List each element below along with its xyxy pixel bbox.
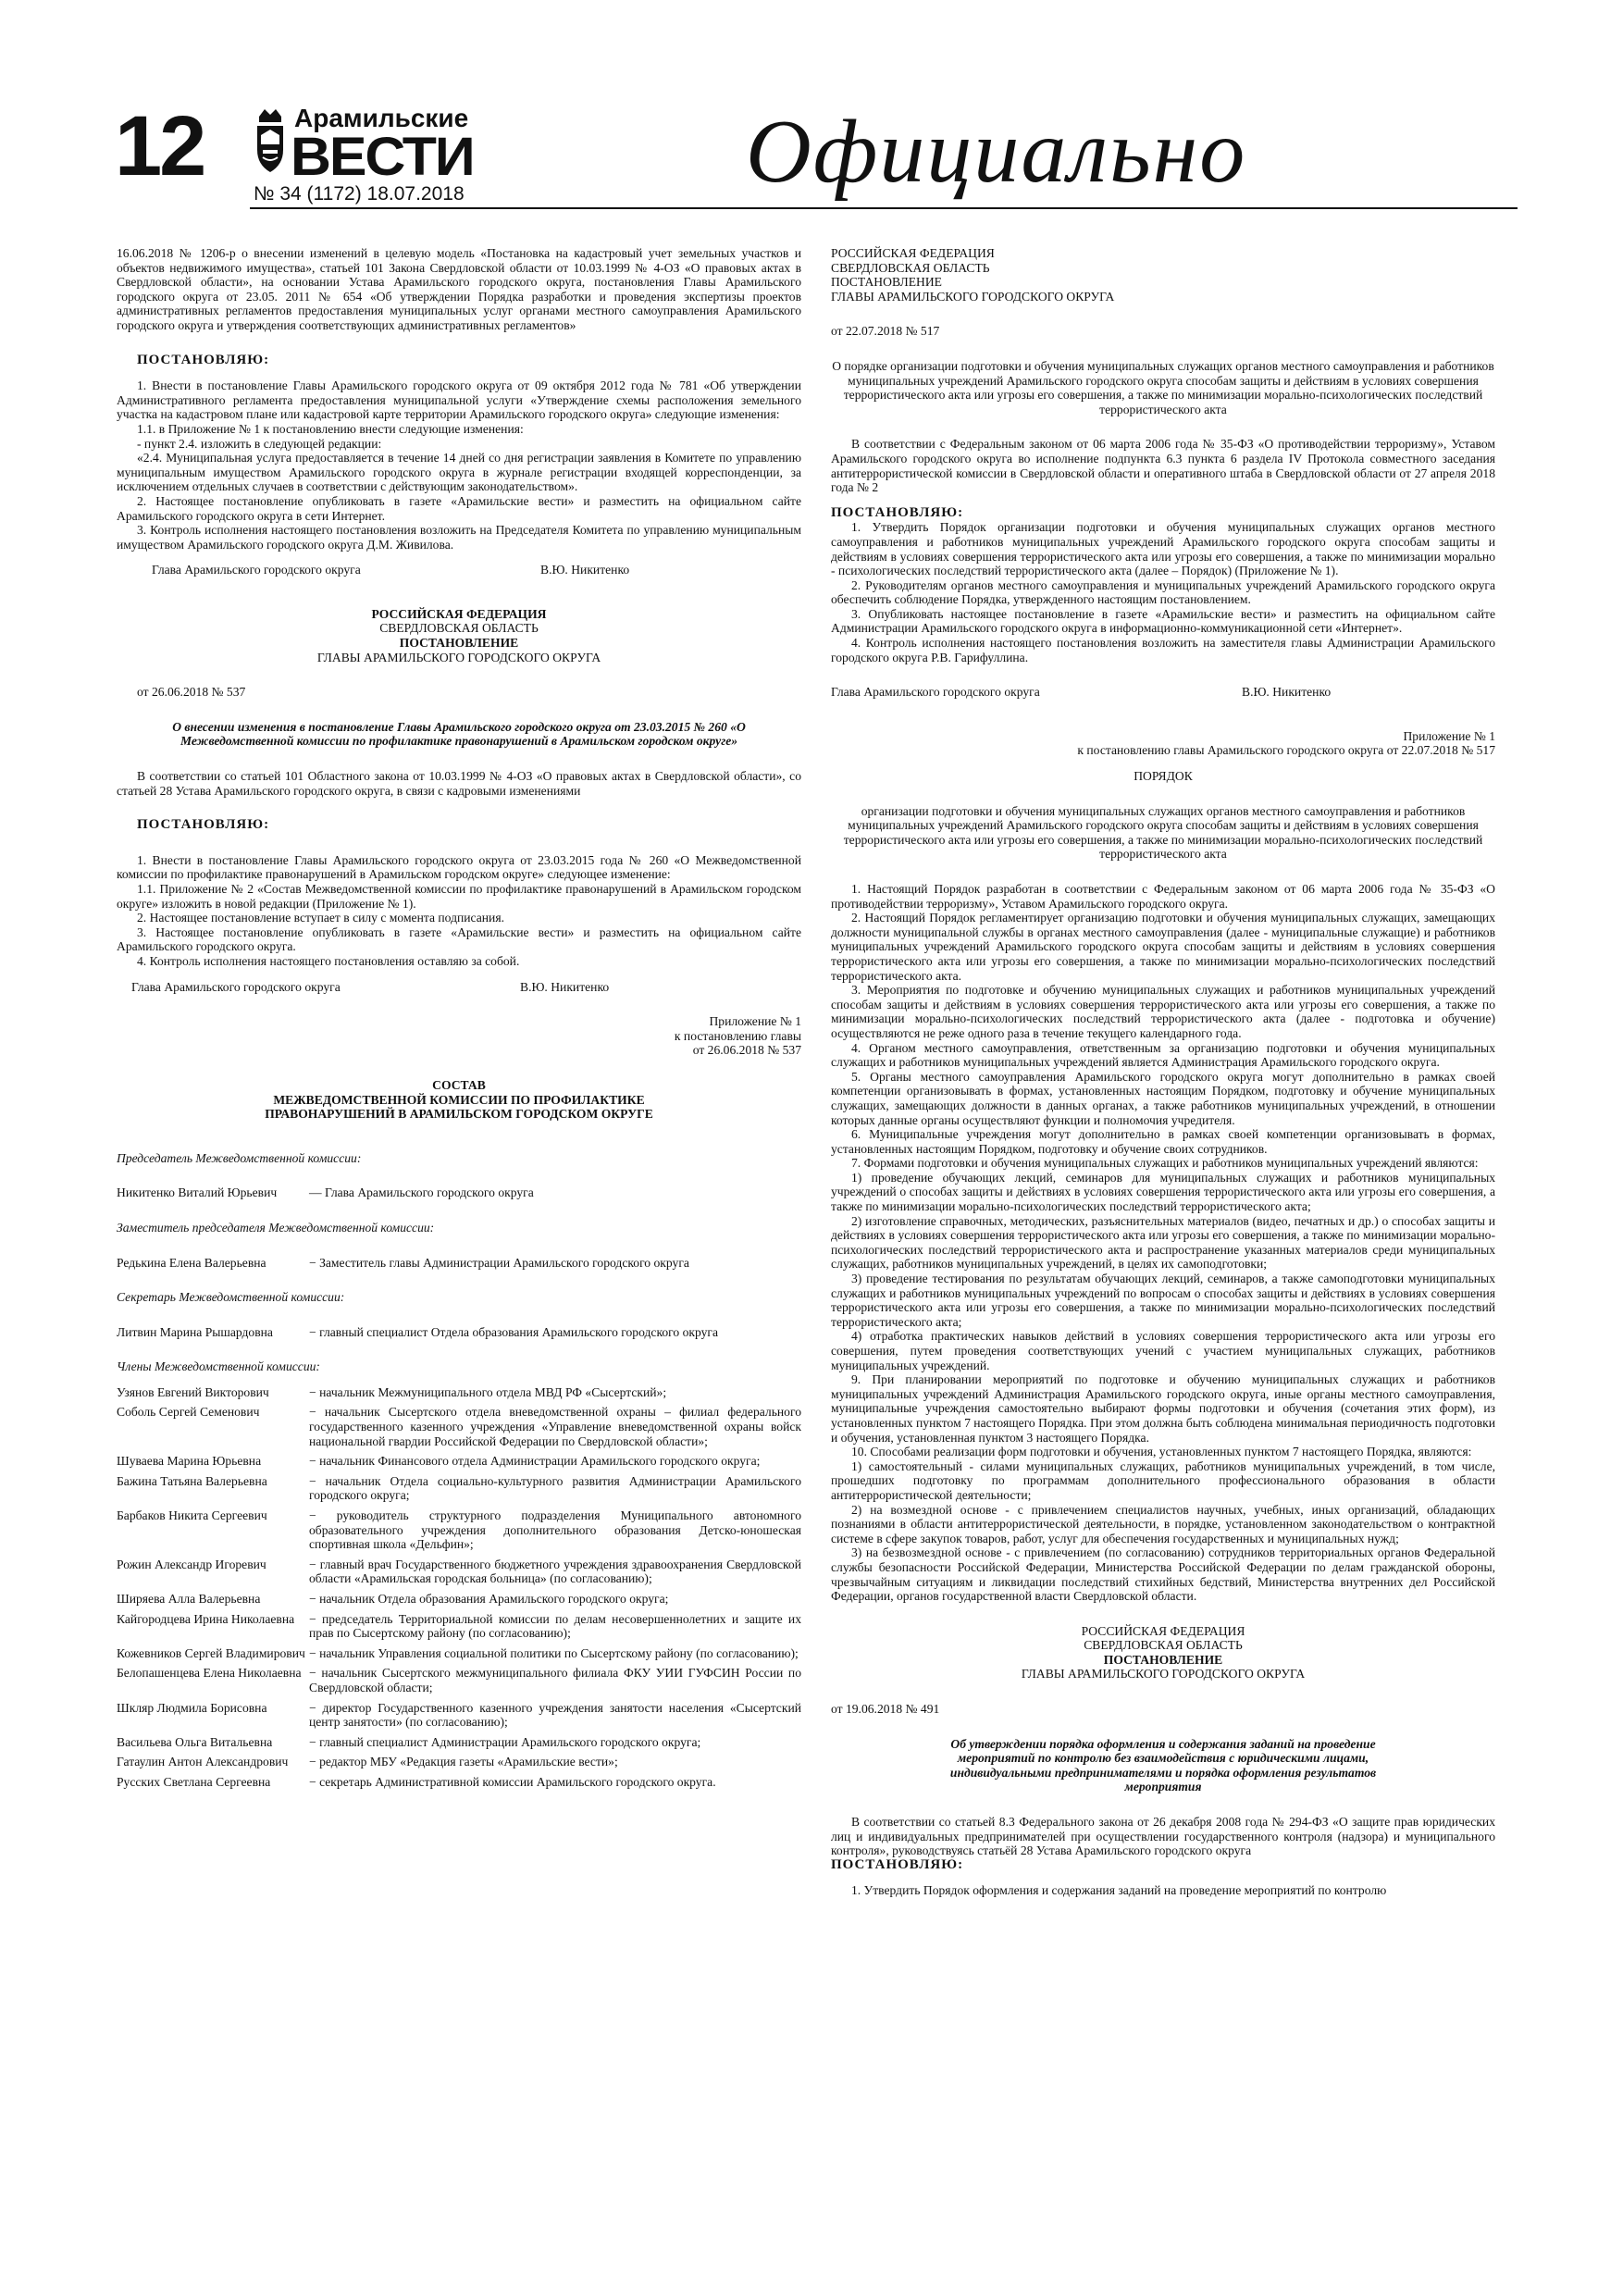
order-item: 3) на безвозмездной основе - с привлечением (по согласованию) сотрудников территориальных органов Федеральной службы безопасности Российской Федерации, Министерства Российской Федерации по делам гражданской обороны, чрезвычайным ситуациям и ликвидации последствий стихийных бедствий, Министерства внутренних дел Российской Федерации, органов государственной власти Свердловской области. <box>831 1545 1495 1604</box>
member-role: − начальник Сысертского межмуниципального филиала ФКУ УИИ ГУФСИН России по Свердловской области; <box>309 1666 801 1694</box>
member-role: − главный специалист Администрации Арамильского городского округа; <box>309 1734 701 1749</box>
member-role: − редактор МБУ «Редакция газеты «Арамильские вести»; <box>309 1755 618 1769</box>
member-name: Редькина Елена Валерьевна <box>117 1255 266 1270</box>
doc-title: Об утверждении порядка оформления и содержания заданий на проведение мероприятий по контролю без взаимодействия с юридическими лицами, индивидуальными предпринимателями и порядка оформления результатов мероприятия <box>949 1736 1377 1794</box>
composition-title: ПРАВОНАРУШЕНИЙ В АРАМИЛЬСКОМ ГОРОДСКОМ ОКРУГЕ <box>265 1107 653 1122</box>
order-item: 4. Органом местного самоуправления, ответственным за организацию подготовки и обучения муниципальных служащих и работников муниципальных учреждений является Администрация Арамильского городского округа. <box>831 1040 1495 1070</box>
doc-title: О внесении изменения в постановление Главы Арамильского городского округа от 23.03.2015 № 260 «О Межведомственной комиссии по профилактике правонарушений в Арамильском городском округе» <box>172 719 746 749</box>
order-item: 2. Настоящий Порядок регламентирует организацию подготовки и обучения муниципальных служащих, замещающих должности муниципальной службы в органах местного самоуправления (далее - муниципальные служащие) и работников муниципальных учреждений Арамильского городского округа способам защиты и действиям в условиях совершения террористического акта или угрозы его совершения, а также по минимизации морально-психологических последствий террористического акта. <box>831 911 1495 983</box>
member-role: − начальник Финансового отдела Администрации Арамильского городского округа; <box>309 1454 761 1469</box>
postanovlyayu-heading: ПОСТАНОВЛЯЮ: <box>137 352 270 367</box>
order-item: 2) на возмездной основе - с привлечением специалистов научных, учебных, иных организаций, обладающих познаниями в области антитеррористической деятельности, в порядке, установленном законодательством о контрактной системе в сфере закупок товаров, работ, услуг для обеспечения государственных и муниципальных нужд; <box>831 1502 1495 1545</box>
member-name: Белопашенцева Елена Николаевна <box>117 1666 302 1681</box>
order-item: 4) отработка практических навыков действий в условиях совершения террористического акта или угрозы его совершения, путем проведения соответствующих учений с участием муниципальных служащих, работников муниципальных учреждений. <box>831 1329 1495 1372</box>
appendix-line: Приложение № 1 <box>1403 728 1495 743</box>
member-name: Русских Светлана Сергеевна <box>117 1774 271 1789</box>
member-role: − начальник Межмуниципального отдела МВД РФ «Сысертский»; <box>309 1384 667 1399</box>
doc-header-line: РОССИЙСКАЯ ФЕДЕРАЦИЯ <box>1081 1623 1245 1638</box>
doc-basis: В соответствии со статьей 8.3 Федерального закона от 26 декабря 2008 года № 294-ФЗ «О защите прав юридических лиц и индивидуальных предпринимателей при осуществлении государственного контроля (надзора) и муниципального контроля», руководствуясь статьёй 28 Устава Арамильского городского округа <box>831 1815 1495 1858</box>
logo-text-small: Арамильские <box>294 104 469 132</box>
order-item: 1) самостоятельный - силами муниципальных служащих, работников муниципальных учреждений, в том числе, прошедших подготовку по программам дополнительного профессионального образования в области антитеррористической деятельности; <box>831 1458 1495 1502</box>
paragraph: - пункт 2.4. изложить в следующей редакции: <box>137 436 382 451</box>
appendix-line: Приложение № 1 <box>709 1014 801 1029</box>
member-name: Кайгородцева Ирина Николаевна <box>117 1611 295 1626</box>
signature-line <box>117 980 801 995</box>
appendix-line: к постановлению главы Арамильского городского округа от 22.07.2018 № 517 <box>1077 743 1495 758</box>
member-name: Рожин Александр Игоревич <box>117 1557 266 1571</box>
order-item: 7. Формами подготовки и обучения муниципальных служащих и работников муниципальных учреждений являются: <box>851 1156 1479 1171</box>
postanovlyayu-heading: ПОСТАНОВЛЯЮ: <box>831 504 964 520</box>
paragraph: 4. Контроль исполнения настоящего постановления возложить на заместителя главы Администрации Арамильского городского округа Р.В. Гарифуллина. <box>831 636 1495 664</box>
commission-member <box>117 1185 801 1200</box>
doc-header-line: ГЛАВЫ АРАМИЛЬСКОГО ГОРОДСКОГО ОКРУГА <box>316 650 601 664</box>
member-name: Никитенко Виталий Юрьевич <box>117 1185 278 1200</box>
member-role: − председатель Территориальной комиссии по делам несовершеннолетних и защите их прав по Сысертскому району (по согласованию); <box>309 1611 801 1641</box>
doc-basis: В соответствии с Федеральным законом от 06 марта 2006 года № 35-ФЗ «О противодействии терроризму», Уставом Арамильского городского округа во исполнение подпункта 6.3 пункта 6 раздела IV Протокола совместного заседания антитеррористической комиссии в Свердловской области и оперативного штаба в Свердловской области от 27 апреля 2018 года № 2 <box>831 437 1495 495</box>
signature-line <box>831 685 1495 700</box>
paragraph: 2. Настоящее постановление опубликовать в газете «Арамильские вести» и разместить на официальном сайте Арамильского городского округа в сети Интернет. <box>117 493 801 523</box>
postanovlyayu-heading: ПОСТАНОВЛЯЮ: <box>137 817 270 833</box>
doc-header-line: ПОСТАНОВЛЕНИЕ <box>1103 1652 1223 1667</box>
order-item: 10. Способами реализации форм подготовки и обучения, установленных пунктом 7 настоящего Порядка, являются: <box>851 1445 1472 1459</box>
doc-header-line: РОССИЙСКАЯ ФЕДЕРАЦИЯ <box>371 606 547 621</box>
appendix-line: от 26.06.2018 № 537 <box>692 1043 801 1058</box>
member-role: − Заместитель главы Администрации Арамильского городского округа <box>309 1255 689 1270</box>
order-item: 9. При планировании мероприятий по подготовке и обучению муниципальных служащих и работников муниципальных учреждений Администрация Арамильского городского округа, иные органы местного самоуправления, муниципальные учреждения самостоятельно выбирают формы подготовки и обучения (сочетания этих форм), из установленных пунктом 7 настоящего Порядка. При этом должна быть соблюдена минимальная периодичность подготовки и обучения, установленная пунктом 3 настоящего Порядка. <box>831 1372 1495 1445</box>
member-role: − директор Государственного казенного учреждения занятости населения «Сысертский центр занятости» (по согласованию); <box>309 1700 801 1730</box>
member-name: Гатаулин Антон Александрович <box>117 1755 289 1769</box>
doc-title: О порядке организации подготовки и обучения муниципальных служащих органов местного самоуправления и работников муниципальных учреждений Арамильского городского округа способам защиты и действиям в условиях совершения террористического акта или угрозы его совершения, а также по минимизации морально-психологических последствий террористического акта <box>832 358 1494 416</box>
member-role: − главный специалист Отдела образования Арамильского городского округа <box>309 1324 719 1339</box>
member-name: Шуваева Марина Юрьевна <box>117 1454 262 1469</box>
doc-header-line: СВЕРДЛОВСКАЯ ОБЛАСТЬ <box>379 621 539 636</box>
member-name: Узянов Евгений Викторович <box>117 1384 269 1399</box>
issue-info: № 34 (1172) 18.07.2018 <box>254 183 465 205</box>
composition-title: МЕЖВЕДОМСТВЕННОЙ КОМИССИИ ПО ПРОФИЛАКТИКЕ <box>273 1092 645 1107</box>
doc-date: от 26.06.2018 № 537 <box>137 685 246 700</box>
intro-paragraph: 16.06.2018 № 1206-р о внесении изменений в целевую модель «Постановка на кадастровый учет земельных участков и объектов недвижимого имущества», статьей 101 Закона Свердловской области от 10.03.1999 № 4-ОЗ «О правовых актах в Свердловской области», на основании Устава Арамильского городского округа, постановления Главы Арамильского городского округа от 23.05. 2011 № 654 «Об утверждении Порядка разработки и проведения экспертизы проектов административных регламентов предоставления муниципальных услуг органами местного самоуправления Арамильского городского округа и утверждения соответствующих административных регламентов» <box>117 246 801 332</box>
doc-header-line: ПОСТАНОВЛЕНИЕ <box>399 636 519 651</box>
paragraph: «2.4. Муниципальная услуга предоставляется в течение 14 дней со дня регистрации заявления в Комитете по управлению муниципальным имуществом Арамильского городского округа в журнале регистрации входящей корреспонденции, за исключением отдельных случаев в соответствии с действующим законодательством». <box>117 451 801 494</box>
paragraph: 1. Утвердить Порядок оформления и содержания заданий на проведение мероприятий по контролю <box>851 1883 1387 1898</box>
page-number: 12 <box>115 99 204 193</box>
signature-position: Глава Арамильского городского округа <box>831 685 1040 700</box>
paragraph: 1.1. Приложение № 2 «Состав Межведомственной комиссии по профилактике правонарушений в Арамильском городском округе» изложить в новой редакции (Приложение № 1). <box>117 882 801 911</box>
member-role: — Глава Арамильского городского округа <box>309 1185 534 1200</box>
role-group-label: Председатель Межведомственной комиссии: <box>117 1150 362 1165</box>
doc-basis: В соответствии со статьей 101 Областного закона от 10.03.1999 № 4-ОЗ «О правовых актах в Свердловской области», со статьей 28 Устава Арамильского городского округа, в связи с кадровыми изменениями <box>117 769 801 798</box>
commission-member <box>117 1256 801 1271</box>
paragraph: 4. Контроль исполнения настоящего постановления оставляю за собой. <box>137 953 520 968</box>
signature-position: Глава Арамильского городского округа <box>131 979 341 994</box>
order-title: ПОРЯДОК <box>1134 769 1193 784</box>
commission-member <box>117 1735 801 1750</box>
commission-member <box>117 1405 801 1448</box>
members-list <box>117 1385 801 1790</box>
member-role: − начальник Сысертского отдела вневедомственной охраны – филиал федерального государственного казенного учреждения «Управление вневедомственной охраны войск национальной гвардии Российской Федерации по Свердловской области»; <box>309 1405 801 1448</box>
commission-member <box>117 1558 801 1586</box>
member-name: Литвин Марина Рышардовна <box>117 1324 273 1339</box>
paragraph: 3. Настоящее постановление опубликовать в газете «Арамильские вести» и разместить на официальном сайте Арамильского городского округа. <box>117 925 801 954</box>
paragraph: 1.1. в Приложение № 1 к постановлению внести следующие изменения: <box>137 421 524 436</box>
member-name: Шкляр Людмила Борисовна <box>117 1700 267 1715</box>
composition-title: СОСТАВ <box>432 1077 486 1092</box>
order-item: 1. Настоящий Порядок разработан в соответствии с Федеральным законом от 06 марта 2006 года № 35-ФЗ «О противодействии терроризму», Уставом Арамильского городского округа. <box>831 882 1495 911</box>
commission-member <box>117 1385 801 1400</box>
order-item: 3. Мероприятия по подготовке и обучению муниципальных служащих и работников муниципальных учреждений способам защиты и действиям в условиях совершения террористического акта или угрозы его совершения, а также по минимизации морально-психологических последствий террористического акта (далее - подготовка и обучение) осуществляются не реже одного раза в течение текущего календарного года. <box>831 983 1495 1040</box>
signature-name: В.Ю. Никитенко <box>1242 685 1332 700</box>
member-role: − начальник Отдела социально-культурного развития Администрации Арамильского городского округа; <box>309 1473 801 1503</box>
commission-member <box>117 1701 801 1730</box>
member-role: − начальник Управления социальной политики по Сысертскому району (по согласованию); <box>309 1645 799 1660</box>
member-name: Васильева Ольга Витальевна <box>117 1734 273 1749</box>
commission-member <box>117 1508 801 1552</box>
order-item: 6. Муниципальные учреждения могут дополнительно в рамках своей компетенции организовывать в формах, установленных настоящим Порядком, подготовку и обучение своих сотрудников. <box>831 1127 1495 1156</box>
member-role: − секретарь Административной комиссии Арамильского городского округа. <box>309 1774 716 1789</box>
commission-member <box>117 1666 801 1694</box>
role-group-label: Секретарь Межведомственной комиссии: <box>117 1290 345 1305</box>
doc-date: от 19.06.2018 № 491 <box>831 1702 940 1717</box>
coat-of-arms-icon <box>254 107 287 174</box>
postanovlyayu-heading: ПОСТАНОВЛЯЮ: <box>831 1856 964 1872</box>
order-item: 2) изготовление справочных, методических, разъяснительных материалов (видео, печатных и др.) о способах защиты и действиях в условиях совершения террористического акта или угрозы его совершения, а также по минимизации морально-психологических последствий террористического акта и распространение указанных материалов среди муниципальных служащих, работников муниципальных учреждений, в целях их самоподготовки; <box>831 1213 1495 1272</box>
commission-member <box>117 1474 801 1503</box>
appendix-line: к постановлению главы <box>674 1028 801 1043</box>
paragraph: 2. Настоящее постановление вступает в силу с момента подписания. <box>137 911 504 925</box>
role-group-label: Заместитель председателя Межведомственной комиссии: <box>117 1220 435 1235</box>
member-role: − начальник Отдела образования Арамильского городского округа; <box>309 1592 669 1606</box>
doc-header-line: РОССИЙСКАЯ ФЕДЕРАЦИЯ <box>831 246 995 260</box>
doc-header-line: СВЕРДЛОВСКАЯ ОБЛАСТЬ <box>831 260 990 275</box>
paragraph: 3. Опубликовать настоящее постановление в газете «Арамильские вести» и разместить на официальном сайте Администрации Арамильского городского округа в информационно-коммуникационной сети «Интернет». <box>831 606 1495 636</box>
left-column <box>117 246 801 1795</box>
member-name: Кожевников Сергей Владимирович <box>117 1645 305 1660</box>
member-name: Барбаков Никита Сергеевич <box>117 1508 267 1523</box>
signature-position: Глава Арамильского городского округа <box>152 563 361 577</box>
member-name: Соболь Сергей Семенович <box>117 1405 260 1420</box>
order-subtitle: организации подготовки и обучения муниципальных служащих органов местного самоуправления и работников муниципальных учреждений Арамильского городского округа способам защиты и действиям в условиях совершения террористического акта или угрозы его совершения, а также по минимизации морально-психологических последствий террористического акта <box>843 803 1483 862</box>
paragraph: 1. Внести в постановление Главы Арамильского городского округа от 09 октября 2012 года № 781 «Об утверждении Административного регламента предоставления муниципальной услуги «Утверждение схемы расположения земельного участка на кадастровом плане или кадастровой карте территории Арамильского городского округа» следующие изменения: <box>117 379 801 422</box>
member-name: Бажина Татьяна Валерьевна <box>117 1473 267 1488</box>
order-item: 5. Органы местного самоуправления Арамильского городского округа могут дополнительно в рамках своей компетенции организовывать в формах, установленных настоящим Порядком, подготовку и обучение муниципальных служащих, замещающих должности в данных органах, а также работников муниципальных учреждений, в отношении которых данные органы осуществляют функции и полномочия учредителя. <box>831 1069 1495 1127</box>
doc-header-line: ГЛАВЫ АРАМИЛЬСКОГО ГОРОДСКОГО ОКРУГА <box>1021 1667 1306 1682</box>
header-rule <box>250 207 1518 209</box>
commission-member <box>117 1454 801 1469</box>
doc-header-line: ПОСТАНОВЛЕНИЕ <box>831 275 942 290</box>
doc-header-line: СВЕРДЛОВСКАЯ ОБЛАСТЬ <box>1084 1638 1243 1653</box>
commission-member <box>117 1592 801 1607</box>
right-column <box>831 246 1495 1898</box>
paragraph: 2. Руководителям органов местного самоуправления и муниципальных учреждений Арамильского городского округа обеспечить соблюдение Порядка, утвержденного настоящим постановлением. <box>831 577 1495 607</box>
member-name: Ширяева Алла Валерьевна <box>117 1592 261 1606</box>
section-title: Официально <box>746 102 1247 202</box>
doc-header-line: ГЛАВЫ АРАМИЛЬСКОГО ГОРОДСКОГО ОКРУГА <box>831 289 1115 304</box>
order-item: 1) проведение обучающих лекций, семинаров для муниципальных служащих и работников муниципальных учреждений о способах защиты и действиях в условиях совершения террористического акта или угрозы его совершения, а также по минимизации морально-психологических последствий террористического акта; <box>831 1170 1495 1214</box>
newspaper-logo <box>254 104 476 187</box>
signature-name: В.Ю. Никитенко <box>520 979 610 994</box>
doc-date: от 22.07.2018 № 517 <box>831 324 940 339</box>
commission-member <box>117 1755 801 1769</box>
paragraph: 3. Контроль исполнения настоящего постановления возложить на Председателя Комитета по управлению муниципальным имуществом Арамильского городского округа Д.М. Живилова. <box>117 523 801 552</box>
member-role: − главный врач Государственного бюджетного учреждения здравоохранения Свердловской области «Арамильская городская больница» (по согласованию); <box>309 1557 801 1586</box>
role-group-label: Члены Межведомственной комиссии: <box>117 1359 320 1374</box>
member-role: − руководитель структурного подразделения Муниципального автономного образовательного учреждения дополнительного образования Детско-юношеская спортивная школа «Дельфин»; <box>309 1508 801 1552</box>
commission-member <box>117 1325 801 1340</box>
paragraph: 1. Утвердить Порядок организации подготовки и обучения муниципальных служащих органов местного самоуправления и работников муниципальных учреждений Арамильского городского округа способам защиты и действиям в условиях совершения террористического акта или угрозы его совершения, а также по минимизации морально - психологических последствий террористического акта (далее – Порядок) (Приложение № 1). <box>831 520 1495 578</box>
signature-line <box>117 563 801 577</box>
signature-name: В.Ю. Никитенко <box>540 563 630 577</box>
paragraph: 1. Внести в постановление Главы Арамильского городского округа от 23.03.2015 года № 260 «О Межведомственной комиссии по профилактике правонарушений в Арамильском городском округе» следующее изменение: <box>117 852 801 882</box>
commission-member <box>117 1612 801 1641</box>
logo-text-big: ВЕСТИ <box>291 127 474 187</box>
commission-member <box>117 1775 801 1790</box>
order-item: 3) проведение тестирования по результатам обучающих лекций, семинаров, а также самоподготовки муниципальных служащих и работников муниципальных учреждений по вопросам о способах защиты и действиях в условиях совершения террористического акта или угрозы его совершения, а также по минимизации морально-психологических последствий террористического акта; <box>831 1272 1495 1329</box>
commission-member <box>117 1646 801 1661</box>
